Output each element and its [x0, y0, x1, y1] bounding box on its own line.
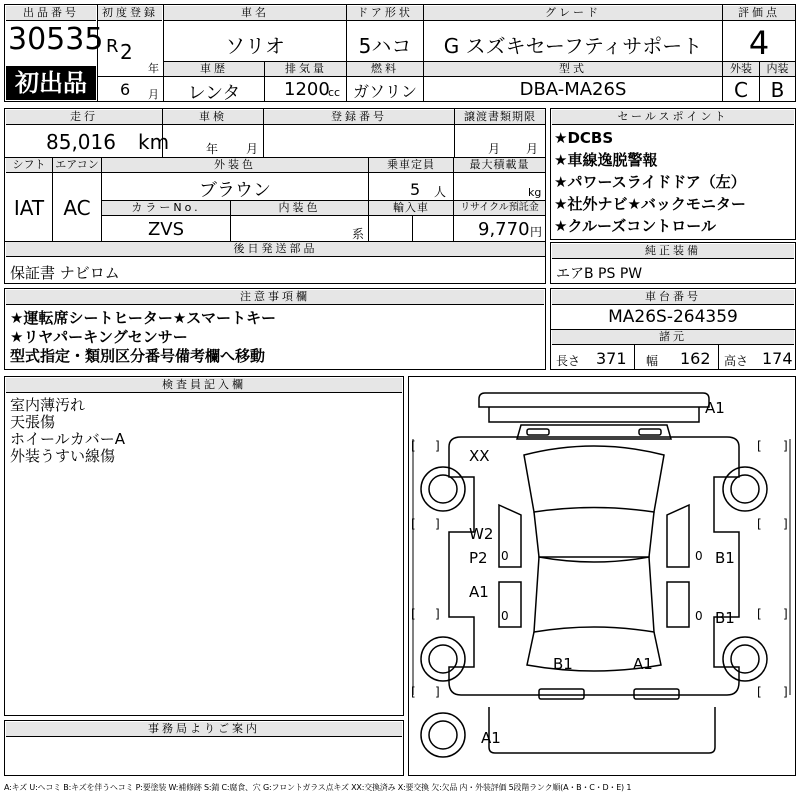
bracket-close-low: ] — [435, 607, 440, 621]
capacity-label: 乗車定員 — [369, 158, 453, 173]
mark-b1-right-2: B1 — [715, 609, 735, 627]
mileage-unit: km — [138, 130, 170, 154]
sales-point-2: ★車線逸脱警報 — [554, 151, 658, 169]
sales-point-5: ★クルーズコントロール — [554, 217, 716, 235]
recycle: 9,770 — [478, 219, 530, 240]
ext-label: 外装 — [723, 62, 759, 77]
equipment: エアB PS PW — [556, 266, 643, 282]
int-grade: B — [770, 78, 785, 102]
bracket-close-rear: ] — [435, 685, 440, 699]
sales-points-label: セールスポイント — [552, 110, 794, 125]
transfer-label: 譲渡書類期限 — [455, 110, 545, 125]
zero-mark-1: 0 — [501, 549, 509, 563]
bracket-close-rear-r: ] — [783, 685, 788, 699]
max-load-label: 最大積載量 — [454, 158, 545, 173]
height: 174 — [762, 349, 793, 368]
legend: A:キズ U:ヘコミ B:キズを伴うヘコミ P:要塗装 W:補修跡 S:錆 C:腐食、穴 G:フロントガラス点キズ XX:交換済み X:要交換 欠:欠品 内・外装評価 5段階ランク順(A・B・C・D・E) 1 — [4, 783, 632, 792]
model-label: 型式 — [424, 62, 722, 77]
body-outline — [449, 437, 739, 695]
color: ブラウン — [199, 180, 271, 201]
car-name: ソリオ — [225, 34, 285, 58]
zero-mark-4: 0 — [695, 609, 703, 623]
mark-b1-rear-left: B1 — [553, 655, 573, 673]
chassis-number: MA26S-264359 — [608, 307, 738, 327]
first-listing-badge: 初出品 — [6, 66, 96, 100]
bracket-close-top: ] — [435, 439, 440, 453]
inspection-month-unit: 月 — [246, 142, 259, 156]
width: 162 — [680, 349, 711, 368]
chassis-label: 車台番号 — [552, 290, 794, 305]
reg-month: 6 — [120, 80, 131, 99]
notes-label: 注意事項欄 — [6, 290, 544, 305]
spec-label: 諸元 — [552, 330, 794, 345]
inspector-line-2: 天張傷 — [10, 413, 56, 431]
sales-point-4: ★社外ナビ★バックモニター — [554, 195, 746, 213]
height-label: 高さ — [724, 354, 749, 368]
door-label: ドア形状 — [347, 6, 423, 21]
grade: G スズキセーフティサポート — [443, 34, 703, 58]
score: 4 — [748, 24, 770, 62]
inspector-block — [4, 376, 404, 716]
bracket-open-mid: [ — [411, 517, 416, 531]
note-2: ★リヤパーキングセンサー — [10, 328, 188, 346]
inspector-line-4: 外装うすい線傷 — [10, 447, 116, 465]
capacity-unit: 人 — [434, 185, 447, 199]
history-label: 車歴 — [164, 62, 264, 77]
length-label: 長さ — [556, 354, 581, 368]
reg-month-unit: 月 — [148, 88, 159, 101]
color-no: ZVS — [147, 219, 185, 240]
bracket-open-mid-r: [ — [757, 517, 762, 531]
width-label: 幅 — [646, 354, 659, 368]
note-1: ★運転席シートヒーター★スマートキー — [10, 309, 276, 327]
reg-year: 2 — [120, 40, 133, 64]
bracket-close-mid: ] — [435, 517, 440, 531]
reg-year-unit: 年 — [148, 62, 159, 75]
mark-a1-bottom: A1 — [481, 729, 501, 747]
score-label: 評価点 — [723, 6, 795, 21]
ac-label: エアコン — [53, 158, 101, 173]
bracket-close-low-r: ] — [783, 607, 788, 621]
note-3: 型式指定・類別区分番号備考欄へ移動 — [10, 347, 266, 365]
mark-a1-left: A1 — [469, 583, 489, 601]
side-windows — [499, 505, 689, 627]
bracket-close-mid-r: ] — [783, 517, 788, 531]
fuel-label: 燃料 — [347, 62, 423, 77]
bracket-close-top-r: ] — [783, 439, 788, 453]
fuel: ガソリン — [352, 82, 417, 101]
inspector-line-1: 室内薄汚れ — [10, 396, 86, 414]
displacement-label: 排気量 — [265, 62, 347, 77]
transfer-month-unit: 月 — [488, 142, 501, 156]
max-load-unit: kg — [528, 186, 542, 199]
mileage: 85,016 — [46, 130, 116, 154]
car-diagram — [408, 376, 796, 776]
inspection-year-unit: 年 — [206, 142, 219, 156]
door-type: 5ハコ — [358, 34, 412, 58]
reg-era: R — [106, 36, 119, 57]
delivery: 保証書 ナビロム — [10, 264, 120, 282]
plate-label: 登録番号 — [264, 110, 454, 125]
capacity: 5 — [410, 180, 421, 199]
mark-p2: P2 — [469, 549, 488, 567]
rear-shape — [489, 689, 715, 753]
mark-a1-top: A1 — [705, 399, 725, 417]
recycle-label: リサイクル預託金 — [454, 201, 545, 216]
equipment-label: 純正装備 — [552, 244, 794, 259]
history: レンタ — [187, 83, 241, 104]
bracket-open-top-r: [ — [757, 439, 762, 453]
ac: AC — [63, 196, 91, 220]
interior-color-unit: 系 — [352, 227, 365, 241]
mark-xx: XX — [469, 447, 490, 465]
ext-grade: C — [734, 78, 748, 102]
model: DBA-MA26S — [519, 79, 627, 100]
car-name-label: 車名 — [164, 6, 346, 21]
mark-w2: W2 — [469, 525, 494, 543]
color-no-label: カラーNo. — [102, 201, 230, 216]
office-label: 事務局よりご案内 — [6, 722, 402, 737]
color-label: 外装色 — [102, 158, 368, 173]
inspection-label: 車検 — [163, 110, 263, 125]
zero-mark-3: 0 — [501, 609, 509, 623]
lot-label: 出品番号 — [6, 6, 96, 21]
bracket-open-top: [ — [411, 439, 416, 453]
inspector-label: 検査員記入欄 — [6, 378, 402, 393]
mileage-label: 走行 — [6, 110, 162, 125]
mark-b1-right-1: B1 — [715, 549, 735, 567]
inspector-line-3: ホイールカバーA — [10, 430, 125, 448]
shift: IAT — [13, 196, 45, 220]
roof-shape — [524, 446, 664, 671]
bracket-open-low: [ — [411, 607, 416, 621]
int-label: 内装 — [760, 62, 795, 77]
sales-point-3: ★パワースライドドア（左） — [554, 173, 746, 191]
zero-mark-2: 0 — [695, 549, 703, 563]
bracket-open-rear-r: [ — [757, 685, 762, 699]
interior-color-label: 内装色 — [231, 201, 368, 216]
bracket-open-low-r: [ — [757, 607, 762, 621]
length: 371 — [596, 349, 627, 368]
reg-label: 初度登録 — [98, 6, 162, 21]
import-label: 輸入車 — [369, 201, 453, 216]
lot-number: 30535 — [8, 22, 104, 57]
sales-point-1: ★DCBS — [554, 129, 614, 147]
mark-a1-rear-right: A1 — [633, 655, 653, 673]
delivery-label: 後日発送部品 — [6, 242, 545, 257]
recycle-unit: 円 — [530, 225, 543, 239]
front-bumper-shape — [479, 393, 709, 422]
shift-label: シフト — [6, 158, 52, 173]
displacement: 1200 — [284, 79, 330, 100]
grade-label: グレード — [424, 6, 722, 21]
transfer-day-unit: 月 — [526, 142, 539, 156]
bracket-open-rear: [ — [411, 685, 416, 699]
displacement-unit: cc — [328, 86, 341, 99]
